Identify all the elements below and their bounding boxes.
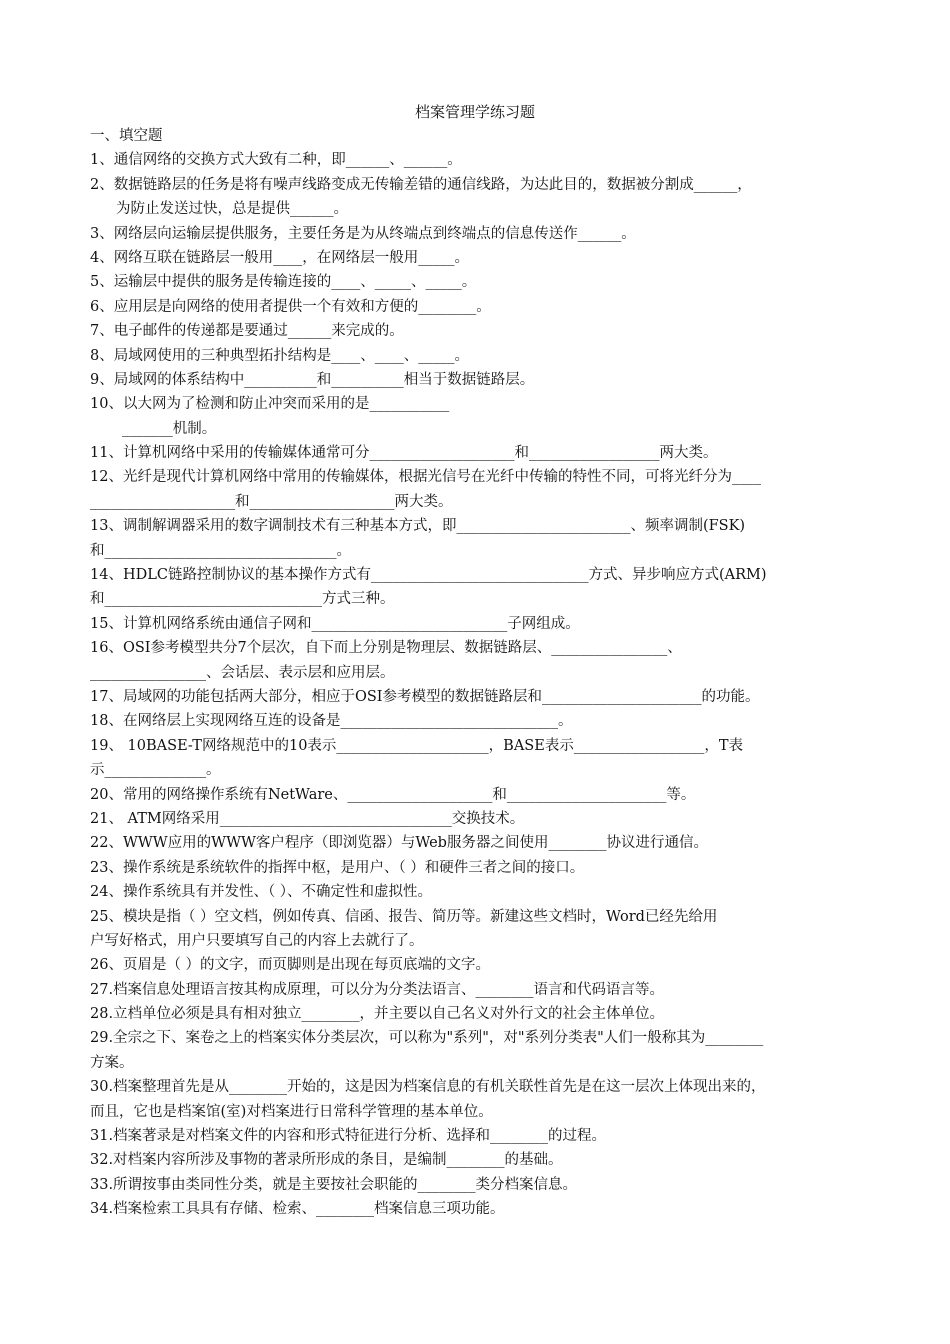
question-line: 5、运输层中提供的服务是传输连接的____、_____、_____。 bbox=[90, 274, 477, 291]
question-line: 6、应用层是向网络的使用者提供一个有效和方便的________。 bbox=[90, 298, 491, 315]
question-line: 和________________________________。 bbox=[90, 542, 351, 559]
question-line: 户写好格式，用户只要填写自己的内容上去就行了。 bbox=[90, 932, 424, 949]
question-line: 14、HDLC链路控制协议的基本操作方式有______________________________方式、异步响应方式(ARM) bbox=[90, 567, 767, 584]
question-line: 16、OSI参考模型共分7个层次，自下而上分别是物理层、数据链路层、________________、 bbox=[90, 640, 682, 657]
question-line: 29.全宗之下、案卷之上的档案实体分类层次，可以称为"系列"，对"系列分类表"人们一般称其为________ bbox=[90, 1030, 764, 1047]
question-line: 28.立档单位必须是具有相对独立________，并主要以自己名义对外行文的社会主体单位。 bbox=[90, 1006, 665, 1023]
question-line: 8、局域网使用的三种典型拓扑结构是____、____、_____。 bbox=[90, 347, 469, 364]
question-line: 20、常用的网络操作系统有NetWare、____________________和______________________等。 bbox=[90, 786, 696, 803]
question-line: 3、网络层向运输层提供服务，主要任务是为从终端点到终端点的信息传送作______。 bbox=[90, 225, 636, 242]
question-line: 21、 ATM网络采用________________________________交换技术。 bbox=[90, 810, 525, 827]
question-line: ____________________和____________________两大类。 bbox=[90, 493, 453, 510]
question-line: 为防止发送过快，总是提供______。 bbox=[116, 201, 348, 218]
question-line: 33.所谓按事由类同性分类，就是主要按社会职能的________类分档案信息。 bbox=[90, 1176, 578, 1193]
question-line: ________________、会话层、表示层和应用层。 bbox=[90, 664, 395, 681]
question-line: 和______________________________方式三种。 bbox=[90, 591, 395, 608]
question-line: 26、页眉是（ ）的文字，而页脚则是出现在每页底端的文字。 bbox=[90, 957, 491, 974]
question-line: 17、局域网的功能包括两大部分，相应于OSI参考模型的数据链路层和______________________的功能。 bbox=[90, 688, 760, 705]
question-line: 示______________。 bbox=[90, 762, 221, 779]
question-line: 12、光纤是现代计算机网络中常用的传输媒体，根据光信号在光纤中传输的特性不同，可将光纤分为____ bbox=[90, 469, 761, 486]
question-line: 13、调制解调器采用的数字调制技术有三种基本方式，即________________________、频率调制(FSK) bbox=[90, 518, 746, 535]
section-heading: 一、填空题 bbox=[90, 128, 163, 144]
question-line: 27.档案信息处理语言按其构成原理，可以分为分类法语言、________语言和代码语言等。 bbox=[90, 981, 665, 998]
question-line: 25、模块是指（ ）空文档，例如传真、信函、报告、简历等。新建这些文档时，Word已经先给用 bbox=[90, 908, 718, 925]
question-list bbox=[90, 124, 870, 1222]
question-line: 23、操作系统是系统软件的指挥中枢，是用户、（ ）和硬件三者之间的接口。 bbox=[90, 859, 585, 876]
question-line: 30.档案整理首先是从________开始的，这是因为档案信息的有机关联性首先是在这一层次上体现出来的， bbox=[90, 1079, 766, 1096]
page-title: 档案管理学练习题 bbox=[414, 103, 535, 121]
question-line: 9、局域网的体系结构中__________和__________相当于数据链路层。 bbox=[90, 371, 535, 388]
question-line: 而且，它也是档案馆(室)对档案进行日常科学管理的基本单位。 bbox=[90, 1103, 493, 1120]
question-line: 24、操作系统具有并发性、（ ）、不确定性和虚拟性。 bbox=[90, 884, 433, 901]
question-line: 4、网络互联在链路层一般用____，在网络层一般用_____。 bbox=[90, 249, 469, 266]
question-line: 31.档案著录是对档案文件的内容和形式特征进行分析、选择和________的过程。 bbox=[90, 1128, 607, 1145]
question-line: 22、WWW应用的WWW客户程序（即浏览器）与Web服务器之间使用________协议进行通信。 bbox=[90, 835, 708, 852]
question-line: 34.档案检索工具具有存储、检索、________档案信息三项功能。 bbox=[90, 1201, 505, 1218]
question-line: 11、计算机网络中采用的传输媒体通常可分____________________和__________________两大类。 bbox=[90, 445, 718, 462]
question-line: 19、 10BASE-T网络规范中的10表示_____________________，BASE表示__________________，T表 bbox=[90, 737, 743, 754]
question-line: 15、计算机网络系统由通信子网和___________________________子网组成。 bbox=[90, 615, 580, 632]
question-line: 方案。 bbox=[90, 1054, 134, 1071]
question-line: 2、数据链路层的任务是将有噪声线路变成无传输差错的通信线路，为达此目的，数据被分割成______， bbox=[90, 176, 752, 193]
question-line: 18、在网络层上实现网络互连的设备是______________________________。 bbox=[90, 713, 573, 730]
question-line: 7、电子邮件的传递都是要通过______来完成的。 bbox=[90, 323, 404, 340]
question-line: 1、通信网络的交换方式大致有二种，即______、______。 bbox=[90, 152, 462, 169]
question-line: 10、以大网为了检测和防止冲突而采用的是___________ bbox=[90, 396, 450, 413]
question-line: _______机制。 bbox=[122, 420, 217, 437]
question-line: 32.对档案内容所涉及事物的著录所形成的条目，是编制________的基础。 bbox=[90, 1152, 563, 1169]
